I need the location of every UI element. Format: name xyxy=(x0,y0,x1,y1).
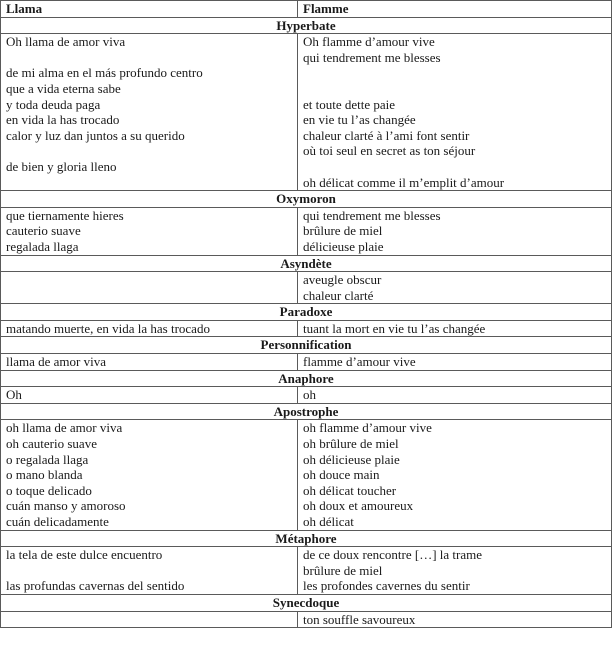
verse-line: chaleur clarté à l’ami font sentir xyxy=(303,127,470,143)
verse-line xyxy=(303,65,606,81)
french-cell xyxy=(298,272,612,304)
section-heading-row xyxy=(1,191,612,208)
verse-line: llama de amor viva xyxy=(6,354,106,370)
verse-line: o toque delicado xyxy=(6,482,92,498)
verse-line xyxy=(303,81,606,97)
verse-line: chaleur clarté xyxy=(303,287,374,303)
verse-line: de mi alma en el más profundo centro xyxy=(6,65,203,81)
spanish-cell xyxy=(1,420,298,530)
section-heading-row xyxy=(1,304,612,321)
section-title: Oxymoron xyxy=(1,191,612,208)
table-row xyxy=(1,34,612,191)
verse-line: où toi seul en secret as ton séjour xyxy=(303,143,476,159)
verse-line: Oh xyxy=(6,387,22,403)
section-heading-row xyxy=(1,594,612,611)
verse-line xyxy=(6,288,292,304)
verse-line xyxy=(6,50,292,66)
verse-line xyxy=(6,143,292,159)
section-title: Hyperbate xyxy=(1,17,612,34)
verse-line xyxy=(6,612,292,628)
french-cell xyxy=(298,320,612,337)
spanish-cell xyxy=(1,272,298,304)
table-body xyxy=(1,17,612,628)
table-row xyxy=(1,387,612,404)
french-cell xyxy=(298,354,612,371)
spanish-cell xyxy=(1,611,298,628)
verse-line: oh doux et amoureux xyxy=(303,498,414,514)
verse-line: en vie tu l’as changée xyxy=(303,112,416,128)
verse-line: les profondes cavernes du sentir xyxy=(303,578,470,594)
french-cell xyxy=(298,387,612,404)
verse-line: qui tendrement me blesses xyxy=(303,207,441,223)
verse-line: cuán delicadamente xyxy=(6,514,109,529)
spanish-cell xyxy=(1,354,298,371)
verse-line: oh délicat xyxy=(303,514,354,529)
header-row xyxy=(1,1,612,18)
verse-line: brûlure de miel xyxy=(303,223,383,239)
table-row xyxy=(1,354,612,371)
section-heading-row xyxy=(1,17,612,34)
verse-line: délicieuse plaie xyxy=(303,238,384,254)
verse-line: oh xyxy=(303,387,316,403)
table-row xyxy=(1,320,612,337)
spanish-cell xyxy=(1,34,298,191)
verse-line xyxy=(303,159,606,175)
verse-line: o mano blanda xyxy=(6,467,83,483)
table-row xyxy=(1,207,612,255)
section-heading-row xyxy=(1,337,612,354)
french-cell xyxy=(298,611,612,628)
spanish-cell xyxy=(1,207,298,255)
verse-line: oh cauterio suave xyxy=(6,436,97,452)
verse-line xyxy=(6,175,292,191)
verse-line: oh délicat toucher xyxy=(303,482,397,498)
column-header-flamme: Flamme xyxy=(298,1,612,18)
french-cell xyxy=(298,420,612,530)
verse-line: o regalada llaga xyxy=(6,451,89,467)
verse-line: ton souffle savoureux xyxy=(303,611,416,627)
verse-line: matando muerte, en vida la has trocado xyxy=(6,320,210,336)
column-header-llama: Llama xyxy=(1,1,298,18)
verse-line: qui tendrement me blesses xyxy=(303,49,441,65)
verse-line: de ce doux rencontre […] la trame xyxy=(303,547,483,563)
verse-line: brûlure de miel xyxy=(303,562,383,578)
section-title: Synecdoque xyxy=(1,594,612,611)
section-heading-row xyxy=(1,403,612,420)
verse-line: la tela de este dulce encuentro xyxy=(6,547,163,563)
section-title: Asyndète xyxy=(1,255,612,272)
verse-line: oh llama de amor viva xyxy=(6,420,123,436)
french-cell xyxy=(298,207,612,255)
table-row xyxy=(1,272,612,304)
verse-line: oh brûlure de miel xyxy=(303,436,399,452)
verse-line: en vida la has trocado xyxy=(6,112,120,128)
spanish-cell xyxy=(1,320,298,337)
verse-line: oh délicieuse plaie xyxy=(303,451,400,467)
spanish-cell xyxy=(1,547,298,595)
verse-line: oh délicat comme il m’emplit d’amour xyxy=(303,174,505,190)
table-row xyxy=(1,420,612,530)
verse-line: que a vida eterna sabe xyxy=(6,80,121,96)
section-title: Personnification xyxy=(1,337,612,354)
section-title: Métaphore xyxy=(1,530,612,547)
verse-line: las profundas cavernas del sentido xyxy=(6,578,185,594)
verse-line: cauterio suave xyxy=(6,223,81,239)
verse-line: flamme d’amour vive xyxy=(303,354,416,370)
verse-line: tuant la mort en vie tu l’as changée xyxy=(303,320,486,336)
verse-line xyxy=(6,272,292,288)
table-row xyxy=(1,547,612,595)
verse-line: calor y luz dan juntos a su querido xyxy=(6,127,185,143)
verse-line: Oh llama de amor viva xyxy=(6,34,126,50)
verse-line: et toute dette paie xyxy=(303,96,396,112)
spanish-cell xyxy=(1,387,298,404)
table-row xyxy=(1,611,612,628)
section-heading-row xyxy=(1,530,612,547)
verse-line: Oh flamme d’amour vive xyxy=(303,34,435,50)
verse-line: de bien y gloria lleno xyxy=(6,158,117,174)
french-cell xyxy=(298,547,612,595)
section-heading-row xyxy=(1,255,612,272)
verse-line: cuán manso y amoroso xyxy=(6,498,126,514)
section-heading-row xyxy=(1,370,612,387)
section-title: Apostrophe xyxy=(1,403,612,420)
french-cell xyxy=(298,34,612,191)
verse-line: aveugle obscur xyxy=(303,272,382,288)
verse-line: que tiernamente hieres xyxy=(6,207,124,223)
verse-line: regalada llaga xyxy=(6,238,79,254)
section-title: Paradoxe xyxy=(1,304,612,321)
verse-line: y toda deuda paga xyxy=(6,96,101,112)
verse-line: oh flamme d’amour vive xyxy=(303,420,432,436)
section-title: Anaphore xyxy=(1,370,612,387)
verse-line: oh douce main xyxy=(303,467,380,483)
verse-line xyxy=(6,563,292,579)
